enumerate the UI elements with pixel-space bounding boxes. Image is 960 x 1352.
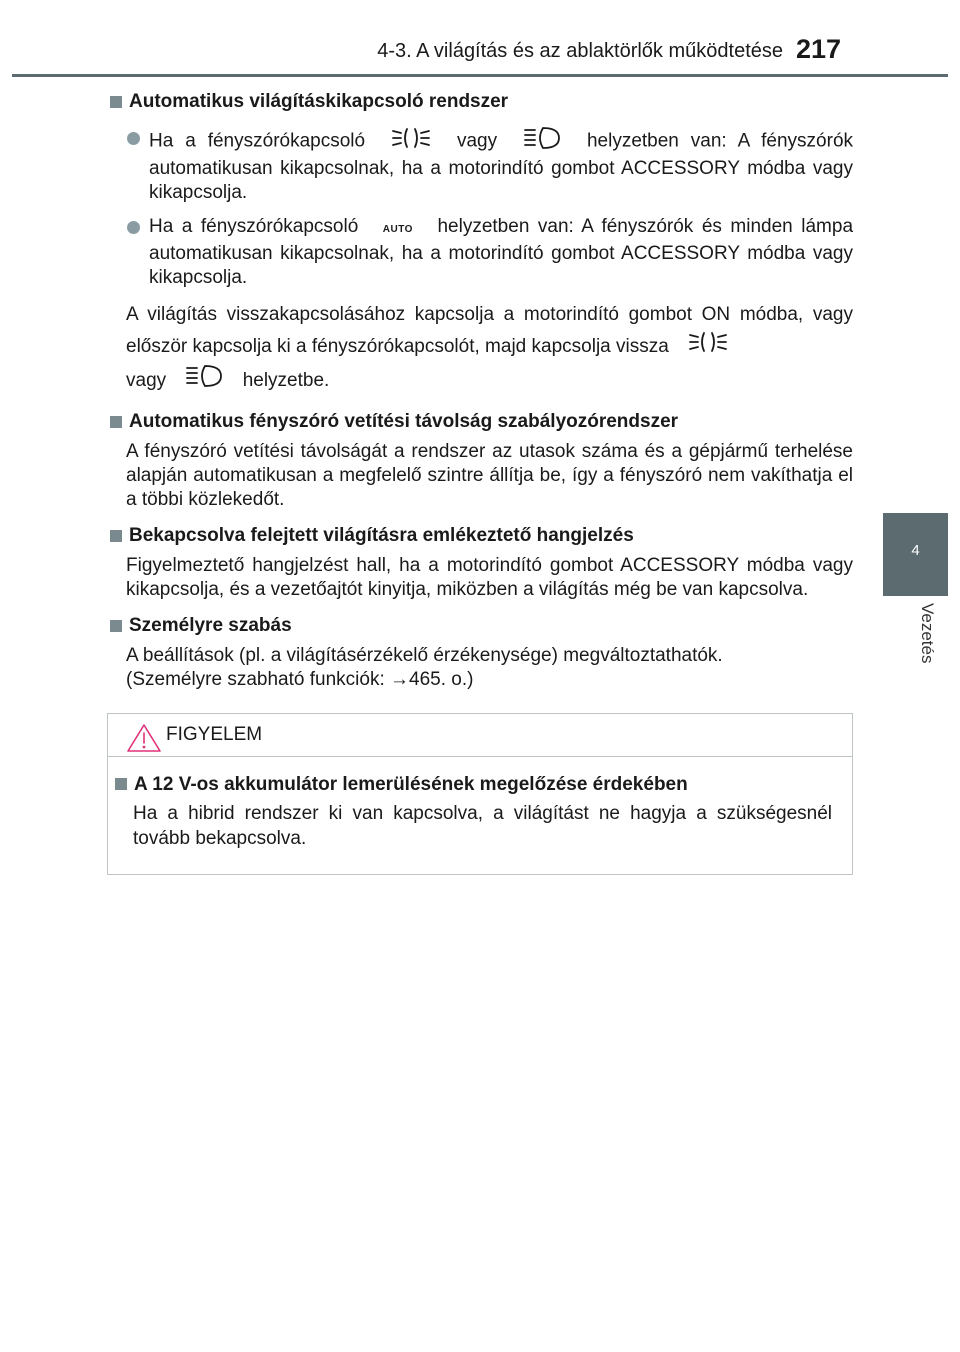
warning-text: Ha a hibrid rendszer ki van kapcsolva, a világítást ne hagyja a szükségesnél tovább bekapcsolva. xyxy=(133,803,832,849)
section-heading-custom: Személyre szabás xyxy=(109,614,853,638)
cross-reference[interactable]: (Személyre szabható funkciók: →465. o.) xyxy=(126,669,474,690)
chapter-number: 4 xyxy=(911,542,920,559)
page-number: 217 xyxy=(796,34,842,64)
chapter-tab xyxy=(883,513,948,596)
section-heading-leveling: Automatikus fényszóró vetítési távolság szabályozórendszer xyxy=(109,410,853,434)
tail-light-icon xyxy=(391,126,431,157)
square-bullet-icon xyxy=(110,530,122,542)
auto-light-icon: AUTO xyxy=(382,224,413,235)
warning-box xyxy=(107,713,853,875)
round-bullet-icon xyxy=(127,221,140,234)
main-content xyxy=(109,90,853,704)
paragraph: A beállítások (pl. a világításérzékelő érzékenysége) megváltoztathatók. xyxy=(126,645,723,666)
tail-light-icon xyxy=(688,330,728,364)
round-bullet-icon xyxy=(127,132,140,145)
chapter-label: Vezetés xyxy=(918,603,937,664)
section-heading-auto-off: Automatikus világításkikapcsoló rendszer xyxy=(109,90,853,114)
square-bullet-icon xyxy=(110,620,122,632)
paragraph: Figyelmeztető hangjelzést hall, ha a motorindító gombot ACCESSORY módba vagy kikapcsolja, és a vezetőajtót kinyitja, miközben a világítás még be van kapcsolva. xyxy=(126,555,853,600)
headlight-icon xyxy=(185,364,223,398)
header-rule xyxy=(12,74,948,77)
warning-header xyxy=(108,714,852,757)
warning-body xyxy=(108,757,852,851)
square-bullet-icon xyxy=(115,778,127,790)
warning-triangle-icon xyxy=(126,723,162,758)
headlight-icon xyxy=(523,126,561,157)
page-header-title: 4-3. A világítás és az ablaktörlők működtetése xyxy=(377,40,783,62)
warning-heading: A 12 V-os akkumulátor lemerülésének megelőzése érdekében xyxy=(114,772,832,797)
paragraph: A világítás visszakapcsolásához kapcsolja a motorindító gombot ON módba, vagy először kapcsolja ki a fényszórókapcsolót, majd kapcsolja vissza vagy helyzetbe. xyxy=(109,300,853,398)
section-heading-reminder: Bekapcsolva felejtett világításra emlékeztető hangjelzés xyxy=(109,524,853,548)
paragraph: A fényszóró vetítési távolságát a rendszer az utasok száma és a gépjármű terhelése alapján automatikusan a megfelelő szintre állítja be, így a fényszóró nem vakíthatja el a többi közlekedőt. xyxy=(126,441,853,510)
square-bullet-icon xyxy=(110,96,122,108)
bullet-item: Ha a fényszórókapcsoló vagy helyzetben van: A fényszórók automatikusan kikapcsolnak, ha a motorindító gombot ACCESSORY módba vagy kikapcsolja. xyxy=(109,126,853,205)
bullet-item: Ha a fényszórókapcsoló AUTO helyzetben van: A fényszórók és minden lámpa automatikusan kikapcsolnak, ha a motorindító gombot ACCESSORY módba vagy kikapcsolja. xyxy=(109,215,853,290)
square-bullet-icon xyxy=(110,416,122,428)
warning-title: FIGYELEM xyxy=(166,724,263,745)
